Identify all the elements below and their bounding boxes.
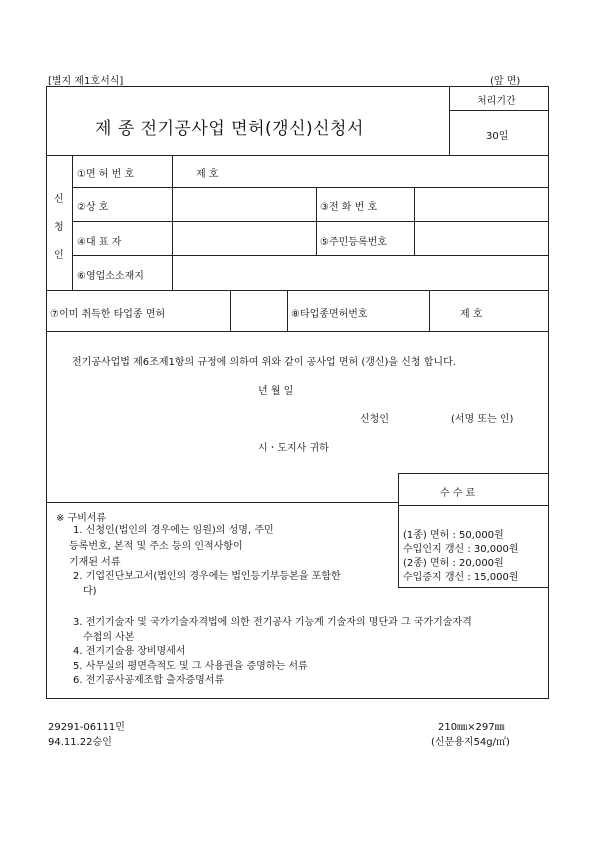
license-number-value[interactable]: 제 호 (196, 169, 219, 180)
acquired-license-field[interactable] (231, 291, 286, 330)
representative-field[interactable] (173, 222, 315, 254)
date-line[interactable]: 년 월 일 (258, 386, 294, 397)
license-number-label: ①면 허 번 호 (77, 169, 135, 180)
signature-note[interactable]: (서명 또는 인) (451, 414, 514, 425)
fee-line-1: (1종) 면허 : 50,000원 (403, 530, 504, 541)
application-statement: 전기공사업법 제6조제1항의 규정에 의하여 위와 같이 공사업 면허 (갱신)을 신청 합니다. (72, 357, 456, 368)
other-license-number-value[interactable]: 제 호 (460, 309, 483, 320)
representative-label: ④대 표 자 (77, 237, 122, 248)
applicant-label-1: 신 (54, 194, 64, 205)
other-license-number-label: ⑧타업종면허번호 (291, 309, 368, 320)
document-item: 4. 전기기술용 장비명세서 (73, 646, 186, 657)
document-item: 6. 전기공사공제조합 출자증명서류 (73, 675, 225, 686)
document-item: 수첩의 사본 (83, 632, 135, 643)
recipient: 시ㆍ도지사 귀하 (258, 443, 329, 454)
resident-number-label: ⑤주민등록번호 (320, 237, 387, 248)
paper-type: (신문용지54g/㎡) (431, 737, 510, 748)
phone-field[interactable] (415, 188, 548, 220)
fee-line-4: 수입증지 갱신 : 15,000원 (403, 572, 519, 583)
paper-size: 210㎜×297㎜ (438, 722, 505, 733)
fee-line-3: (2종) 면허 : 20,000원 (403, 558, 504, 569)
trade-name-label: ②상 호 (77, 202, 109, 213)
approval-date: 94.11.22승인 (48, 737, 112, 748)
office-location-field[interactable] (173, 256, 548, 289)
document-item: 다) (83, 586, 97, 597)
form-title: 제 종 전기공사업 면허(갱신)신청서 (95, 119, 364, 139)
document-item: 3. 전기기술자 및 국가기술자격법에 의한 전기공사 기능계 기술자의 명단과 그 국가기술자격 (73, 617, 472, 628)
processing-period-label: 처리기간 (477, 96, 516, 107)
applicant-signature-label: 신청인 (360, 414, 389, 425)
document-item: 기재된 서류 (69, 557, 121, 568)
fee-line-2: 수입인지 갱신 : 30,000원 (403, 544, 519, 555)
documents-heading: ※ 구비서류 (56, 513, 107, 524)
document-item: 2. 기업진단보고서(법인의 경우에는 법인등기부등본을 포함한 (73, 571, 341, 582)
document-item: 등록번호, 본적 및 주소 등의 인적사항이 (69, 541, 243, 552)
page-side: (앞 면) (490, 76, 521, 87)
form-code: 29291-06111민 (48, 722, 125, 733)
office-location-label: ⑥영업소소재지 (77, 271, 144, 282)
trade-name-field[interactable] (173, 188, 315, 220)
applicant-label-2: 청 (54, 222, 64, 233)
acquired-license-label: ⑦이미 취득한 타업종 면허 (50, 309, 166, 320)
form-id: [별지 제1호서식] (48, 76, 124, 87)
fee-title: 수 수 료 (440, 488, 476, 499)
phone-label: ③전 화 번 호 (320, 202, 378, 213)
resident-number-field[interactable] (415, 222, 548, 254)
processing-period-value: 30일 (486, 131, 509, 142)
applicant-label-3: 인 (54, 250, 64, 261)
document-item: 1. 신청인(법인의 경우에는 임원)의 성명, 주민 (73, 525, 274, 536)
document-item: 5. 사무실의 평면측적도 및 그 사용권을 증명하는 서류 (73, 661, 308, 672)
